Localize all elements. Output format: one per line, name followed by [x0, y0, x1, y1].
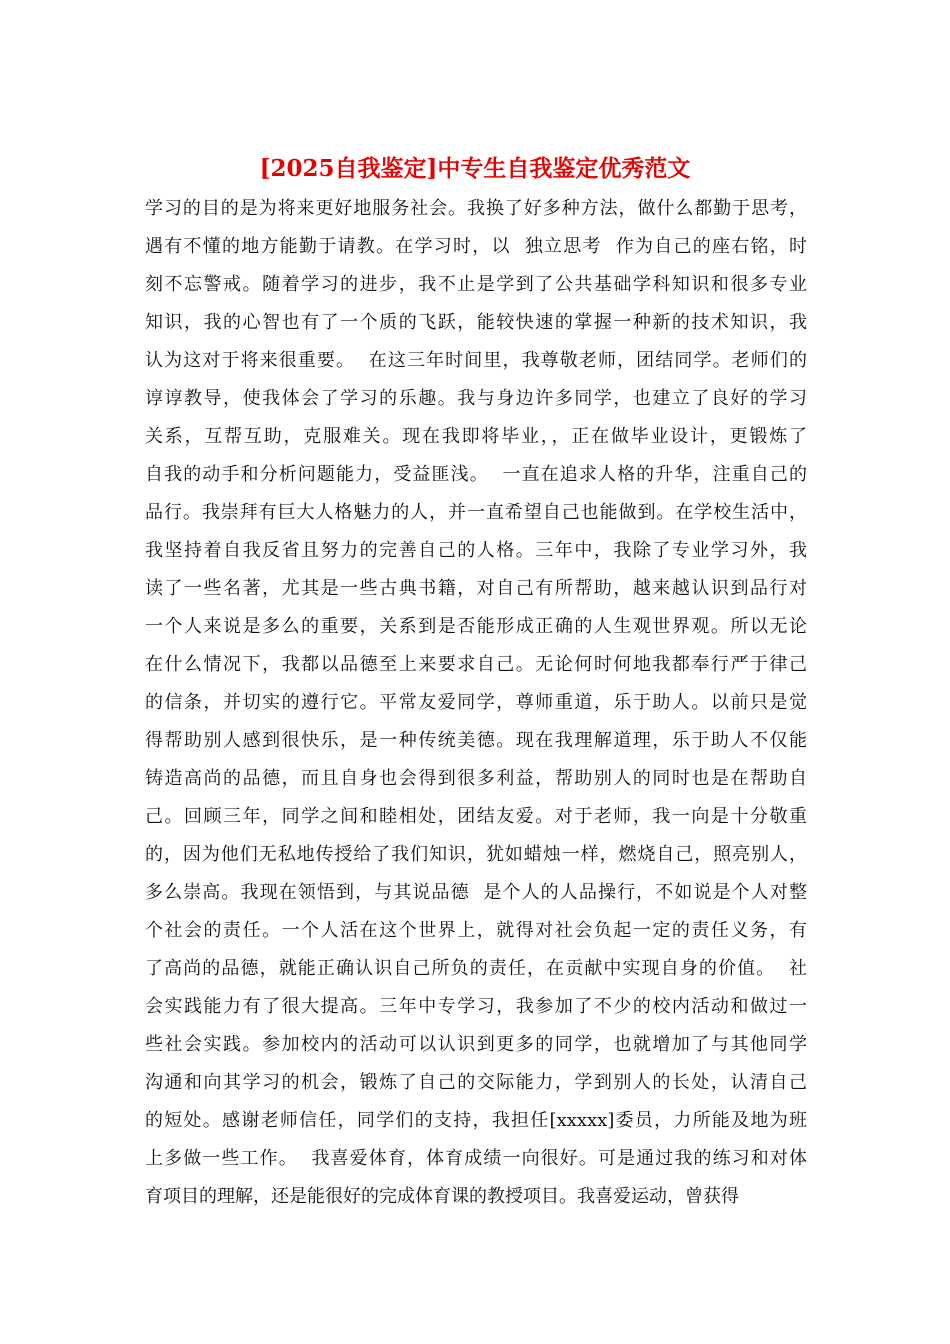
text-line: 遇有不懂的地方能勤于请教。在学习时，以 独立思考 作为自己的座右铭，时: [145, 236, 807, 257]
text-line: 一个人来说是多么的重要，关系到是否能形成正确的人生观世界观。所以无论: [145, 616, 807, 637]
text-line: 的信条，并切实的遵行它。平常友爱同学，尊师重道，乐于助人。以前只是觉: [145, 692, 807, 713]
text-line: 品行。我崇拜有巨大人格魅力的人，并一直希望自己也能做到。在学校生活中，: [145, 502, 807, 523]
text-line: 沟通和向其学习的机会，锻炼了自己的交际能力，学到别人的长处，认清自己: [145, 1072, 807, 1093]
text-line: 个社会的责任。一个人活在这个世界上，就得对社会负起一定的责任义务，有: [145, 920, 807, 941]
text-line: 知识，我的心智也有了一个质的飞跃，能较快速的掌握一种新的技术知识，我: [145, 312, 807, 333]
text-line: 的，因为他们无私地传授给了我们知识，犹如蜡烛一样，燃烧自己，照亮别人，: [145, 844, 807, 865]
text-line: 在什么情况下，我都以品德至上来要求自己。无论何时何地我都奉行严于律己: [145, 654, 807, 675]
text-line: 会实践能力有了很大提高。三年中专学习，我参加了不少的校内活动和做过一: [145, 996, 807, 1017]
text-line: 多么崇高。我现在领悟到，与其说品德 是个人的人品操行，不如说是个人对整: [145, 882, 807, 903]
text-line: 学习的目的是为将来更好地服务社会。我换了好多种方法，做什么都勤于思考，: [145, 198, 807, 219]
text-line: 读了一些名著，尤其是一些古典书籍，对自己有所帮助，越来越认识到品行对: [145, 578, 807, 599]
text-line: 己。回顾三年，同学之间和睦相处，团结友爱。对于老师，我一向是十分敬重: [145, 806, 807, 827]
text-line: 上多做一些工作。 我喜爱体育，体育成绩一向很好。可是通过我的练习和对体: [145, 1148, 807, 1169]
text-line: 刻不忘警戒。随着学习的进步，我不止是学到了公共基础学科知识和很多专业: [145, 274, 807, 295]
document-body: [145, 190, 807, 1216]
text-line: 谆谆教导，使我体会了学习的乐趣。我与身边许多同学，也建立了良好的学习: [145, 388, 807, 409]
text-line: 铸造高尚的品德，而且自身也会得到很多利益，帮助别人的同时也是在帮助自: [145, 768, 807, 789]
text-line: 了高尚的品德，就能正确认识自己所负的责任，在贡献中实现自身的价值。 社: [145, 958, 807, 979]
text-line: 的短处。感谢老师信任，同学们的支持，我担任[xxxxx]委员，力所能及地为班: [145, 1110, 807, 1131]
text-line-last: 育项目的理解，还是能很好的完成体育课的教授项目。我喜爱运动，曾获得: [145, 1186, 739, 1207]
document-title: [2025自我鉴定]中专生自我鉴定优秀范文: [259, 155, 691, 182]
text-line: 认为这对于将来很重要。 在这三年时间里，我尊敬老师，团结同学。老师们的: [145, 350, 807, 371]
text-line: 得帮助别人感到很快乐，是一种传统美德。现在我理解道理，乐于助人不仅能: [145, 730, 807, 751]
text-line: 自我的动手和分析问题能力，受益匪浅。 一直在追求人格的升华，注重自己的: [145, 464, 807, 485]
text-line: 我坚持着自我反省且努力的完善自己的人格。三年中，我除了专业学习外，我: [145, 540, 807, 561]
text-line: 些社会实践。参加校内的活动可以认识到更多的同学，也就增加了与其他同学: [145, 1034, 807, 1055]
text-line: 关系，互帮互助，克服难关。现在我即将毕业，，正在做毕业设计，更锻炼了: [145, 426, 807, 447]
